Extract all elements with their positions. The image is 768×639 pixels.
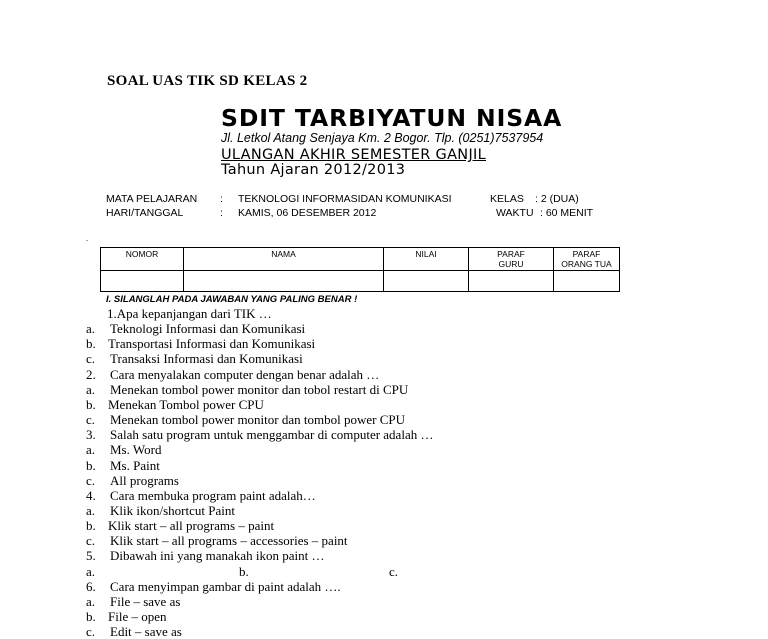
school-address: Jl. Letkol Atang Senjaya Km. 2 Bogor. Tlp. (0251)7537954 [221, 131, 544, 145]
score-table [100, 247, 620, 292]
line-label: a. [86, 321, 96, 337]
line-label: c. [86, 412, 96, 428]
line-label: a. [86, 442, 96, 458]
answer-option: Menekan tombol power monitor dan tobol restart di CPU [110, 381, 409, 397]
line-label: c. [86, 533, 96, 549]
line-label: b. [86, 457, 96, 473]
answer-option: Menekan Tombol power CPU [108, 396, 264, 412]
line-label: b. [86, 396, 96, 412]
header-paraf-orang-tua: PARAF ORANG TUA [554, 248, 620, 271]
line-label: 5. [86, 548, 96, 564]
header-nama: NAMA [184, 248, 384, 271]
answer-option: Ms. Paint [110, 457, 160, 473]
answer-option: Teknologi Informasi dan Komunikasi [110, 321, 306, 337]
time-value: : 60 MENIT [540, 207, 594, 219]
answer-option: Transportasi Informasi dan Komunikasi [108, 336, 316, 352]
stray-dot: . [86, 234, 88, 243]
line-label: b. [86, 609, 96, 624]
line-label: a. [86, 381, 96, 397]
q5-option-c-label: c. [389, 564, 399, 579]
header-paraf-guru: PARAF GURU [469, 248, 554, 271]
line-label: 3. [86, 427, 96, 443]
answer-option: All programs [110, 472, 179, 488]
question-text: Cara menyimpan gambar di paint adalah …. [110, 578, 341, 594]
answer-option: Klik ikon/shortcut Paint [110, 502, 235, 518]
cell-nomor[interactable] [101, 271, 184, 292]
line-label: 4. [86, 487, 96, 503]
line-label: c. [86, 624, 96, 639]
score-table-header-row [101, 248, 620, 271]
question-text: 1.Apa kepanjangan dari TIK … [107, 306, 272, 321]
score-table-entry-row [101, 271, 620, 292]
answer-option: File – open [108, 609, 167, 624]
answer-option: Edit – save as [110, 624, 182, 639]
cell-paraf-guru[interactable] [469, 271, 554, 292]
class-label: KELAS [490, 193, 524, 205]
answer-option: Ms. Word [110, 442, 162, 458]
academic-year: Tahun Ajaran 2012/2013 [221, 162, 406, 178]
line-label: a. [86, 502, 96, 518]
line-label: c. [86, 351, 96, 367]
line-label: 2. [86, 366, 96, 382]
class-value: : 2 (DUA) [535, 193, 579, 205]
header-nomor: NOMOR [101, 248, 184, 271]
question-text: Cara membuka program paint adalah… [110, 487, 316, 503]
subject-separator: : [220, 193, 223, 205]
question-text: Dibawah ini yang manakah ikon paint … [110, 548, 325, 564]
cell-paraf-orang-tua[interactable] [554, 271, 620, 292]
header-nilai: NILAI [384, 248, 469, 271]
time-label: WAKTU [496, 207, 534, 219]
answer-option: File – save as [110, 593, 181, 609]
line-label: a. [86, 563, 96, 579]
subject-value: TEKNOLOGI INFORMASIDAN KOMUNIKASI [238, 193, 452, 205]
date-value: KAMIS, 06 DESEMBER 2012 [238, 207, 377, 219]
instruction: I. SILANGLAH PADA JAWABAN YANG PALING BENAR ! [106, 294, 358, 305]
line-label: c. [86, 472, 96, 488]
line-label: b. [86, 518, 96, 534]
cell-nama[interactable] [184, 271, 384, 292]
answer-option: Transaksi Informasi dan Komunikasi [110, 351, 303, 367]
document-title: SOAL UAS TIK SD KELAS 2 [107, 73, 308, 89]
question-text: Cara menyalakan computer dengan benar adalah … [110, 366, 380, 382]
question-text: Salah satu program untuk menggambar di computer adalah … [110, 427, 434, 443]
line-label: b. [86, 336, 96, 352]
exam-name: ULANGAN AKHIR SEMESTER GANJIL [221, 147, 486, 163]
date-separator: : [220, 207, 223, 219]
answer-option: Menekan tombol power monitor dan tombol power CPU [110, 412, 405, 428]
cell-nilai[interactable] [384, 271, 469, 292]
date-label: HARI/TANGGAL [106, 207, 184, 219]
answer-option: Klik start – all programs – paint [108, 518, 275, 534]
answer-option: Klik start – all programs – accessories – paint [110, 533, 348, 549]
school-name: SDIT TARBIYATUN NISAA [221, 104, 563, 132]
q5-option-b-label: b. [239, 564, 249, 579]
line-label: 6. [86, 578, 96, 594]
subject-label: MATA PELAJARAN [106, 193, 198, 205]
line-label: a. [86, 593, 96, 609]
